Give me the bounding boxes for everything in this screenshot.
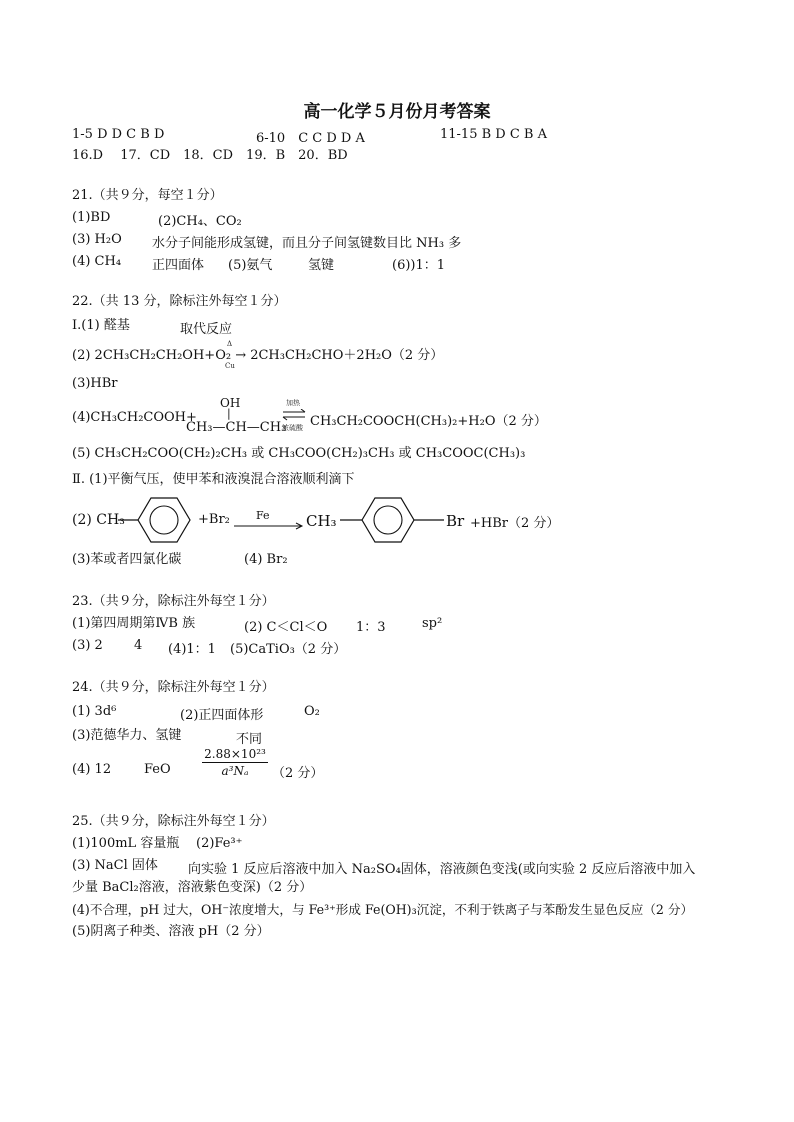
bond-line: | [227, 407, 231, 420]
mc-row-1 [72, 127, 164, 143]
q23-answer-2-hybridization: sp² [422, 616, 443, 631]
q22-part2-answer-1: Ⅱ. (1)平衡气压，使甲苯和液溴混合溶液顺利滴下 [72, 472, 355, 487]
q21-answer-5-bond: 氢键 [308, 258, 335, 273]
q24-answer-2-molecule: O₂ [304, 704, 320, 719]
hydroxyl-group: OH [220, 396, 241, 410]
q23-answer-1: (1)第四周期第ⅣB 族 [72, 616, 196, 631]
bromine-reactant: +Br₂ [198, 512, 230, 527]
q25-answer-3-continued: 少量 BaCl₂溶液，溶液紫色变深)（2 分） [72, 880, 313, 895]
q25-answer-5: (5)阴离子种类、溶液 pH（2 分） [72, 924, 270, 939]
density-fraction [202, 746, 268, 779]
q22-answer-1-reaction-type: 取代反应 [180, 322, 233, 337]
q23-answer-2: (2) C＜Cl＜O [244, 620, 328, 635]
q22-equation-4-left: (4)CH₃CH₂COOH+ [72, 410, 197, 425]
q22-part2-answer-3: (3)苯或者四氯化碳 [72, 552, 182, 567]
q24-header: 24.（共９分，除标注外每空１分） [72, 680, 275, 695]
q23-answer-2-ratio: 1：3 [356, 620, 386, 635]
benzene-ring-reactant-icon [118, 494, 202, 546]
q21-header: 21.（共９分，每空１分） [72, 188, 223, 203]
q25-answer-3: (3) NaCl 固体 [72, 858, 158, 873]
q24-answer-4: (4) 12 [72, 762, 112, 777]
benzene-ring-product-icon [340, 494, 450, 546]
q22-answer-5: (5) CH₃CH₂COO(CH₂)₂CH₃ 或 CH₃COO(CH₂)₃CH₃ 或 CH₃COOC(CH₃)₃ [72, 446, 526, 461]
q21-answer-5: (5)氨气 [228, 258, 273, 273]
isopropanol-chain: CH₃—CH—CH₃ [186, 420, 287, 435]
q25-answer-2: (2)Fe³⁺ [196, 836, 243, 851]
product-methyl: CH₃ [306, 512, 337, 530]
q21-answer-4-shape: 正四面体 [152, 258, 205, 273]
q22-equation-4-right: CH₃CH₂COOCH(CH₃)₂+H₂O（2 分） [310, 414, 547, 429]
q21-answer-3: (3) H₂O [72, 232, 122, 247]
q25-answer-4: (4)不合理，pH 过大，OH⁻浓度增大，与 Fe³⁺形成 Fe(OH)₃沉淀，不利于铁离子与苯酚发生显色反应（2 分） [72, 902, 694, 917]
page-title: 高一化学５月份月考答案 [303, 102, 491, 122]
mc-6-10: 6-10 C C D D A [256, 131, 365, 146]
q22-header: 22.（共 13 分，除标注外每空１分） [72, 294, 287, 309]
q22-reactant-methyl: (2) CH₃ [72, 512, 125, 528]
fraction-denominator: a³Nₐ [221, 764, 249, 778]
q25-answer-3-explanation: 向实验 1 反应后溶液中加入 Na₂SO₄固体，溶液颜色变浅(或向实验 2 反应后溶液中加入 [188, 862, 696, 877]
q23-answer-3b: 4 [134, 638, 143, 653]
q23-answer-3: (3) 2 [72, 638, 103, 653]
q23-answer-5: (5)CaTiO₃（2 分） [230, 642, 347, 657]
q21-answer-2: (2)CH₄、CO₂ [158, 214, 242, 229]
mc-row-2: 16.D 17．CD 18．CD 19．B 20．BD [72, 148, 348, 163]
q24-answer-4-formula: FeO [144, 762, 171, 777]
equilibrium-arrow-icon [282, 409, 306, 421]
q24-answer-1: (1) 3d⁶ [72, 704, 117, 719]
reaction-arrow-icon [234, 522, 304, 530]
fraction-numerator: 2.88×10²³ [204, 747, 266, 761]
q24-answer-4-points: （2 分） [272, 766, 324, 781]
product-hbr: +HBr（2 分） [470, 516, 560, 531]
q25-answer-1: (1)100mL 容量瓶 [72, 836, 180, 851]
q22-equation-2: (2) 2CH₃CH₂CH₂OH+O₂ → 2CH₃CH₂CHO＋2H₂O（2 分） [72, 348, 444, 363]
condition-heating: 加热 [286, 399, 300, 407]
q21-answer-1: (1)BD [72, 210, 111, 225]
product-bromine: Br [446, 512, 465, 530]
q22-part2-answer-4: (4) Br₂ [244, 552, 288, 567]
q23-answer-4: (4)1：1 [168, 642, 216, 657]
condition-heat: Δ [227, 340, 233, 348]
q25-header: 25.（共９分，除标注外每空１分） [72, 814, 275, 829]
q22-answer-1: Ⅰ.(1) 醛基 [72, 318, 130, 333]
q24-answer-2: (2)正四面体形 [180, 708, 264, 723]
q21-answer-4: (4) CH₄ [72, 254, 122, 269]
q24-answer-3b: 不同 [236, 732, 263, 747]
q22-answer-3: (3)HBr [72, 376, 118, 391]
condition-catalyst: Cu [225, 362, 235, 370]
mc-11-15: 11-15 B D C B A [440, 127, 548, 142]
q21-answer-6: (6))1：1 [392, 258, 446, 273]
catalyst-iron: Fe [256, 509, 270, 522]
q21-answer-3-reason: 水分子间能形成氢键，而且分子间氢键数目比 NH₃ 多 [152, 236, 462, 251]
condition-acid: 浓硫酸 [282, 424, 303, 432]
q24-answer-3: (3)范德华力、氢键 [72, 728, 182, 743]
mc-1-5: 1-5 D D C B D [72, 127, 165, 142]
q23-header: 23.（共９分，除标注外每空１分） [72, 594, 275, 609]
